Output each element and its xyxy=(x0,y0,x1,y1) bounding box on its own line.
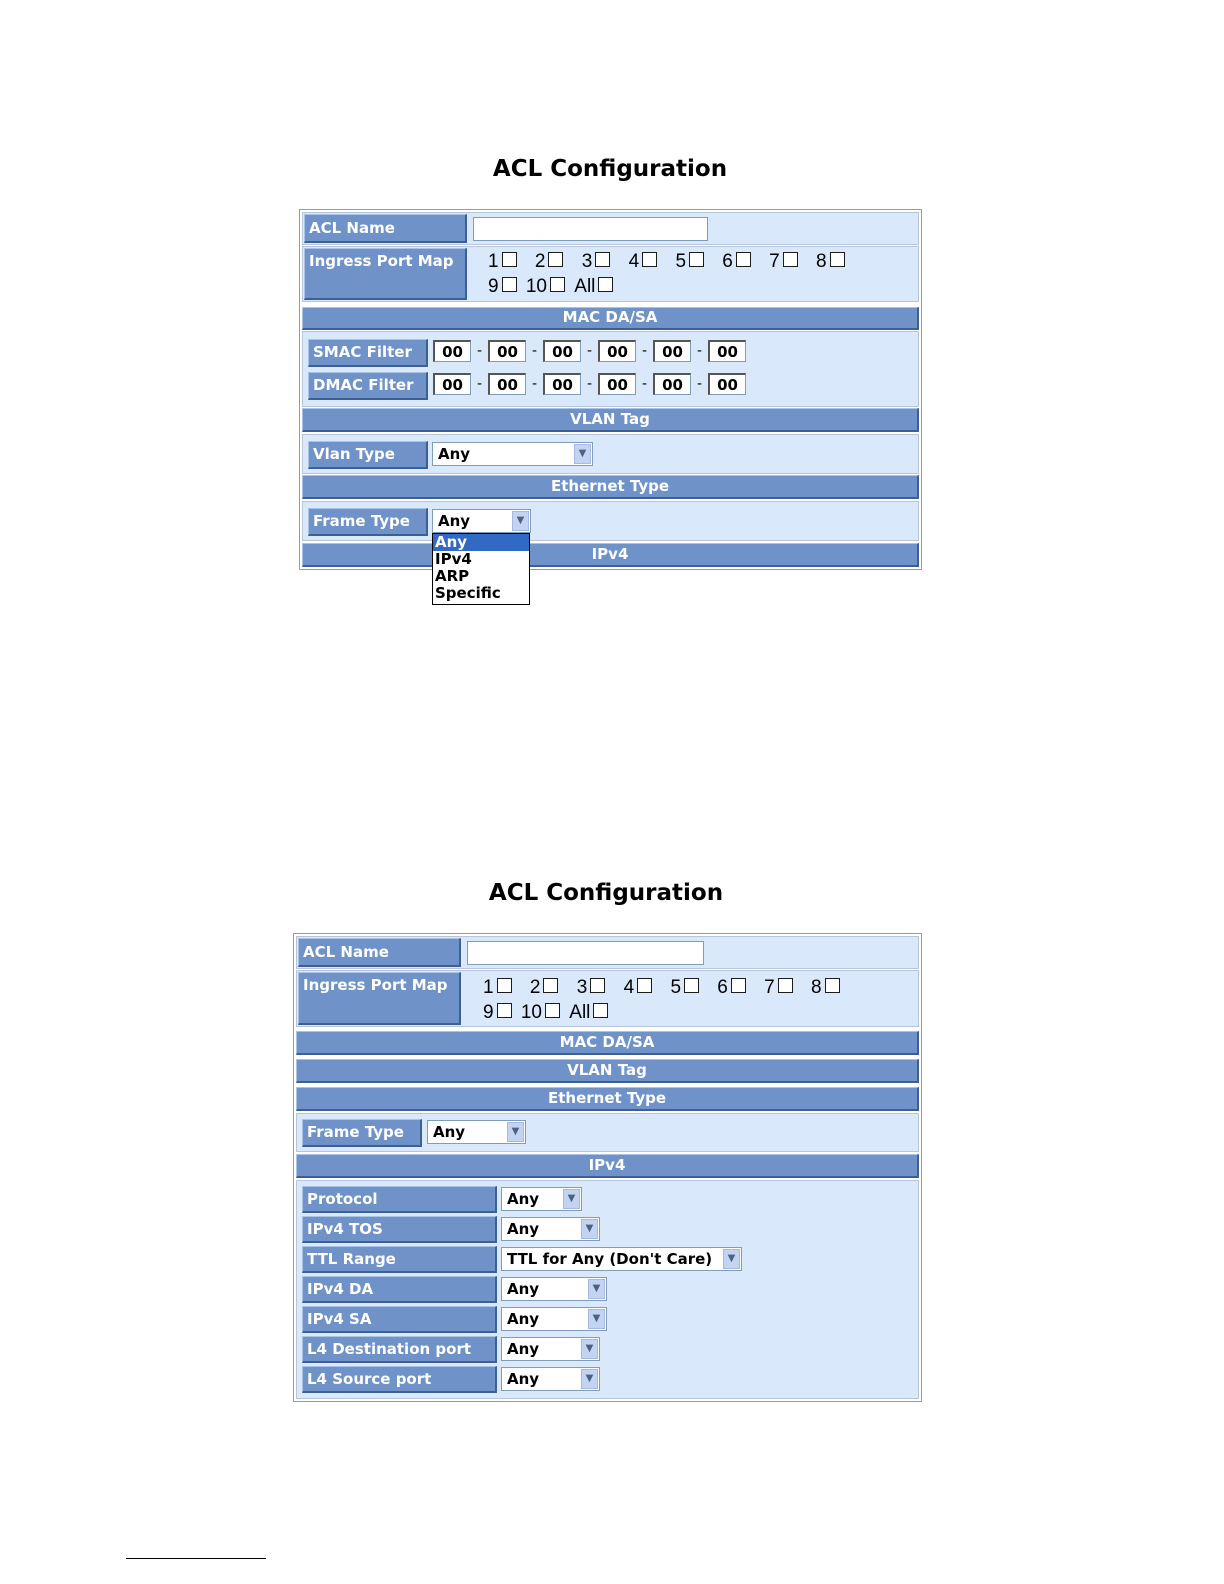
port-all-checkbox[interactable] xyxy=(593,1003,608,1018)
ethernet-type-section-header[interactable]: Ethernet Type xyxy=(302,475,919,499)
mac-section-header[interactable]: MAC DA/SA xyxy=(302,307,919,330)
port-label: 4 xyxy=(628,251,640,272)
port-all-checkbox[interactable] xyxy=(598,277,613,292)
port-9-checkbox[interactable] xyxy=(497,1003,512,1018)
vlan-type-row xyxy=(302,434,919,474)
page-title: ACL Configuration xyxy=(488,880,724,906)
separator: - xyxy=(586,343,593,359)
port-label: 7 xyxy=(769,251,780,272)
ttl-range-label: TTL Range xyxy=(302,1246,497,1273)
acl-config-panel xyxy=(299,209,922,570)
port-label: 6 xyxy=(722,251,733,272)
dmac-octet-4[interactable]: 00 xyxy=(598,373,636,395)
port-7-checkbox[interactable] xyxy=(783,252,798,267)
port-row-2 xyxy=(483,1000,840,1025)
port-row-2 xyxy=(488,274,845,299)
frame-type-select[interactable] xyxy=(427,1120,526,1144)
frame-type-select[interactable] xyxy=(432,509,531,533)
protocol-select[interactable] xyxy=(501,1187,582,1211)
port-label: 2 xyxy=(534,251,546,272)
frame-type-label: Frame Type xyxy=(308,508,428,536)
ipv4-sa-value: Any xyxy=(507,1310,540,1328)
chevron-down-icon[interactable]: ▼ xyxy=(581,1369,598,1389)
smac-octet-3[interactable]: 00 xyxy=(543,340,581,362)
frame-type-value: Any xyxy=(438,512,471,530)
port-label: 6 xyxy=(717,977,728,998)
smac-octet-5[interactable]: 00 xyxy=(653,340,691,362)
chevron-down-icon[interactable]: ▼ xyxy=(588,1279,605,1299)
separator: - xyxy=(476,343,483,359)
port-label: 1 xyxy=(483,977,494,998)
ipv4-sa-label: IPv4 SA xyxy=(302,1306,497,1333)
l4-source-port-select[interactable] xyxy=(501,1367,600,1391)
frame-type-label: Frame Type xyxy=(302,1119,422,1147)
port-label: 5 xyxy=(675,251,687,272)
ipv4-tos-select[interactable] xyxy=(501,1217,600,1241)
chevron-down-icon[interactable]: ▼ xyxy=(507,1122,524,1142)
port-label: 2 xyxy=(529,977,541,998)
vlan-type-select[interactable] xyxy=(432,442,593,466)
port-3-checkbox[interactable] xyxy=(590,978,605,993)
footnote-divider xyxy=(126,1558,266,1559)
l4-destination-port-value: Any xyxy=(507,1340,540,1358)
separator: - xyxy=(696,376,703,392)
port-9-checkbox[interactable] xyxy=(502,277,517,292)
frame-type-option[interactable]: Specific xyxy=(435,584,501,602)
l4-destination-port-label: L4 Destination port xyxy=(302,1336,497,1363)
protocol-value: Any xyxy=(507,1190,540,1208)
port-label: 9 xyxy=(483,1002,494,1023)
protocol-label: Protocol xyxy=(302,1186,497,1213)
port-label: 5 xyxy=(670,977,682,998)
ingress-port-map-label: Ingress Port Map xyxy=(304,248,467,300)
frame-type-value: Any xyxy=(433,1123,466,1141)
frame-type-option[interactable]: IPv4 xyxy=(435,550,472,568)
acl-name-row xyxy=(302,212,919,245)
port-label: 1 xyxy=(488,251,499,272)
chevron-down-icon[interactable]: ▼ xyxy=(723,1249,740,1269)
port-2-checkbox[interactable] xyxy=(548,252,563,267)
frame-type-option[interactable]: Any xyxy=(433,534,529,551)
separator: - xyxy=(586,376,593,392)
ipv4-da-select[interactable] xyxy=(501,1277,607,1301)
acl-config-panel xyxy=(293,933,922,1402)
vlan-section-header[interactable]: VLAN Tag xyxy=(302,408,919,432)
separator: - xyxy=(531,376,538,392)
port-1-checkbox[interactable] xyxy=(497,978,512,993)
chevron-down-icon[interactable]: ▼ xyxy=(581,1339,598,1359)
port-7-checkbox[interactable] xyxy=(778,978,793,993)
dmac-filter-label: DMAC Filter xyxy=(308,372,428,400)
port-1-checkbox[interactable] xyxy=(502,252,517,267)
page-title: ACL Configuration xyxy=(492,156,728,182)
port-6-checkbox[interactable] xyxy=(736,252,751,267)
dmac-octet-5[interactable]: 00 xyxy=(653,373,691,395)
ipv4-da-label: IPv4 DA xyxy=(302,1276,497,1303)
port-label: 4 xyxy=(623,977,635,998)
vlan-type-value: Any xyxy=(438,445,471,463)
chevron-down-icon[interactable]: ▼ xyxy=(581,1219,598,1239)
port-label: 7 xyxy=(764,977,775,998)
dmac-filter-fields xyxy=(433,373,746,395)
separator: - xyxy=(476,376,483,392)
port-label: All xyxy=(569,1002,591,1023)
port-checkbox-group xyxy=(483,975,840,1025)
ipv4-fields-row xyxy=(296,1180,919,1399)
acl-name-input[interactable] xyxy=(473,217,708,241)
port-4-checkbox[interactable] xyxy=(642,252,657,267)
port-8-checkbox[interactable] xyxy=(825,978,840,993)
port-10-checkbox[interactable] xyxy=(550,277,565,292)
vlan-section-header[interactable]: VLAN Tag xyxy=(296,1059,919,1083)
smac-octet-2[interactable]: 00 xyxy=(488,340,526,362)
ipv4-section-header[interactable]: IPv4 xyxy=(302,543,919,567)
separator: - xyxy=(531,343,538,359)
ingress-port-map-row xyxy=(302,246,919,302)
ipv4-da-value: Any xyxy=(507,1280,540,1298)
port-2-checkbox[interactable] xyxy=(543,978,558,993)
port-checkbox-group xyxy=(488,249,845,299)
acl-name-label: ACL Name xyxy=(304,214,467,243)
port-label: 3 xyxy=(581,251,593,272)
ipv4-tos-label: IPv4 TOS xyxy=(302,1216,497,1243)
port-6-checkbox[interactable] xyxy=(731,978,746,993)
ethernet-type-section-header[interactable]: Ethernet Type xyxy=(296,1087,919,1111)
port-10-checkbox[interactable] xyxy=(545,1003,560,1018)
frame-type-dropdown-list xyxy=(432,533,530,605)
mac-section-header[interactable]: MAC DA/SA xyxy=(296,1031,919,1055)
smac-filter-fields xyxy=(433,340,746,362)
ipv4-tos-value: Any xyxy=(507,1220,540,1238)
l4-source-port-label: L4 Source port xyxy=(302,1366,497,1393)
port-5-checkbox[interactable] xyxy=(689,252,704,267)
acl-name-input[interactable] xyxy=(467,941,704,965)
port-8-checkbox[interactable] xyxy=(830,252,845,267)
frame-type-row xyxy=(296,1113,919,1152)
port-row-1 xyxy=(488,249,845,274)
ttl-range-select[interactable] xyxy=(501,1247,742,1271)
separator: - xyxy=(696,343,703,359)
smac-octet-4[interactable]: 00 xyxy=(598,340,636,362)
dmac-octet-1[interactable]: 00 xyxy=(433,373,471,395)
dmac-octet-3[interactable]: 00 xyxy=(543,373,581,395)
port-label: All xyxy=(574,276,596,297)
separator: - xyxy=(641,376,648,392)
dmac-octet-2[interactable]: 00 xyxy=(488,373,526,395)
chevron-down-icon[interactable]: ▼ xyxy=(588,1309,605,1329)
smac-filter-label: SMAC Filter xyxy=(308,339,428,367)
chevron-down-icon[interactable]: ▼ xyxy=(574,444,591,464)
ingress-port-map-row xyxy=(296,970,919,1027)
ipv4-section-header[interactable]: IPv4 xyxy=(296,1154,919,1178)
port-label: 10 xyxy=(525,276,547,297)
port-3-checkbox[interactable] xyxy=(595,252,610,267)
separator: - xyxy=(641,343,648,359)
port-label: 10 xyxy=(520,1002,542,1023)
ttl-range-value: TTL for Any (Don't Care) xyxy=(507,1250,713,1268)
chevron-down-icon[interactable]: ▼ xyxy=(512,511,529,531)
port-5-checkbox[interactable] xyxy=(684,978,699,993)
mac-filter-row xyxy=(302,331,919,407)
frame-type-option[interactable]: ARP xyxy=(435,567,470,585)
l4-destination-port-select[interactable] xyxy=(501,1337,600,1361)
frame-type-row xyxy=(302,501,919,541)
smac-octet-1[interactable]: 00 xyxy=(433,340,471,362)
port-label: 9 xyxy=(488,276,499,297)
dmac-octet-6[interactable]: 00 xyxy=(708,373,746,395)
l4-source-port-value: Any xyxy=(507,1370,540,1388)
smac-octet-6[interactable]: 00 xyxy=(708,340,746,362)
port-4-checkbox[interactable] xyxy=(637,978,652,993)
port-label: 8 xyxy=(811,977,822,998)
acl-name-row xyxy=(296,936,919,969)
vlan-type-label: Vlan Type xyxy=(308,441,428,469)
acl-name-label: ACL Name xyxy=(298,938,461,967)
ipv4-sa-select[interactable] xyxy=(501,1307,607,1331)
port-label: 3 xyxy=(576,977,588,998)
ingress-port-map-label: Ingress Port Map xyxy=(298,972,461,1025)
port-row-1 xyxy=(483,975,840,1000)
port-label: 8 xyxy=(816,251,827,272)
chevron-down-icon[interactable]: ▼ xyxy=(563,1189,580,1209)
